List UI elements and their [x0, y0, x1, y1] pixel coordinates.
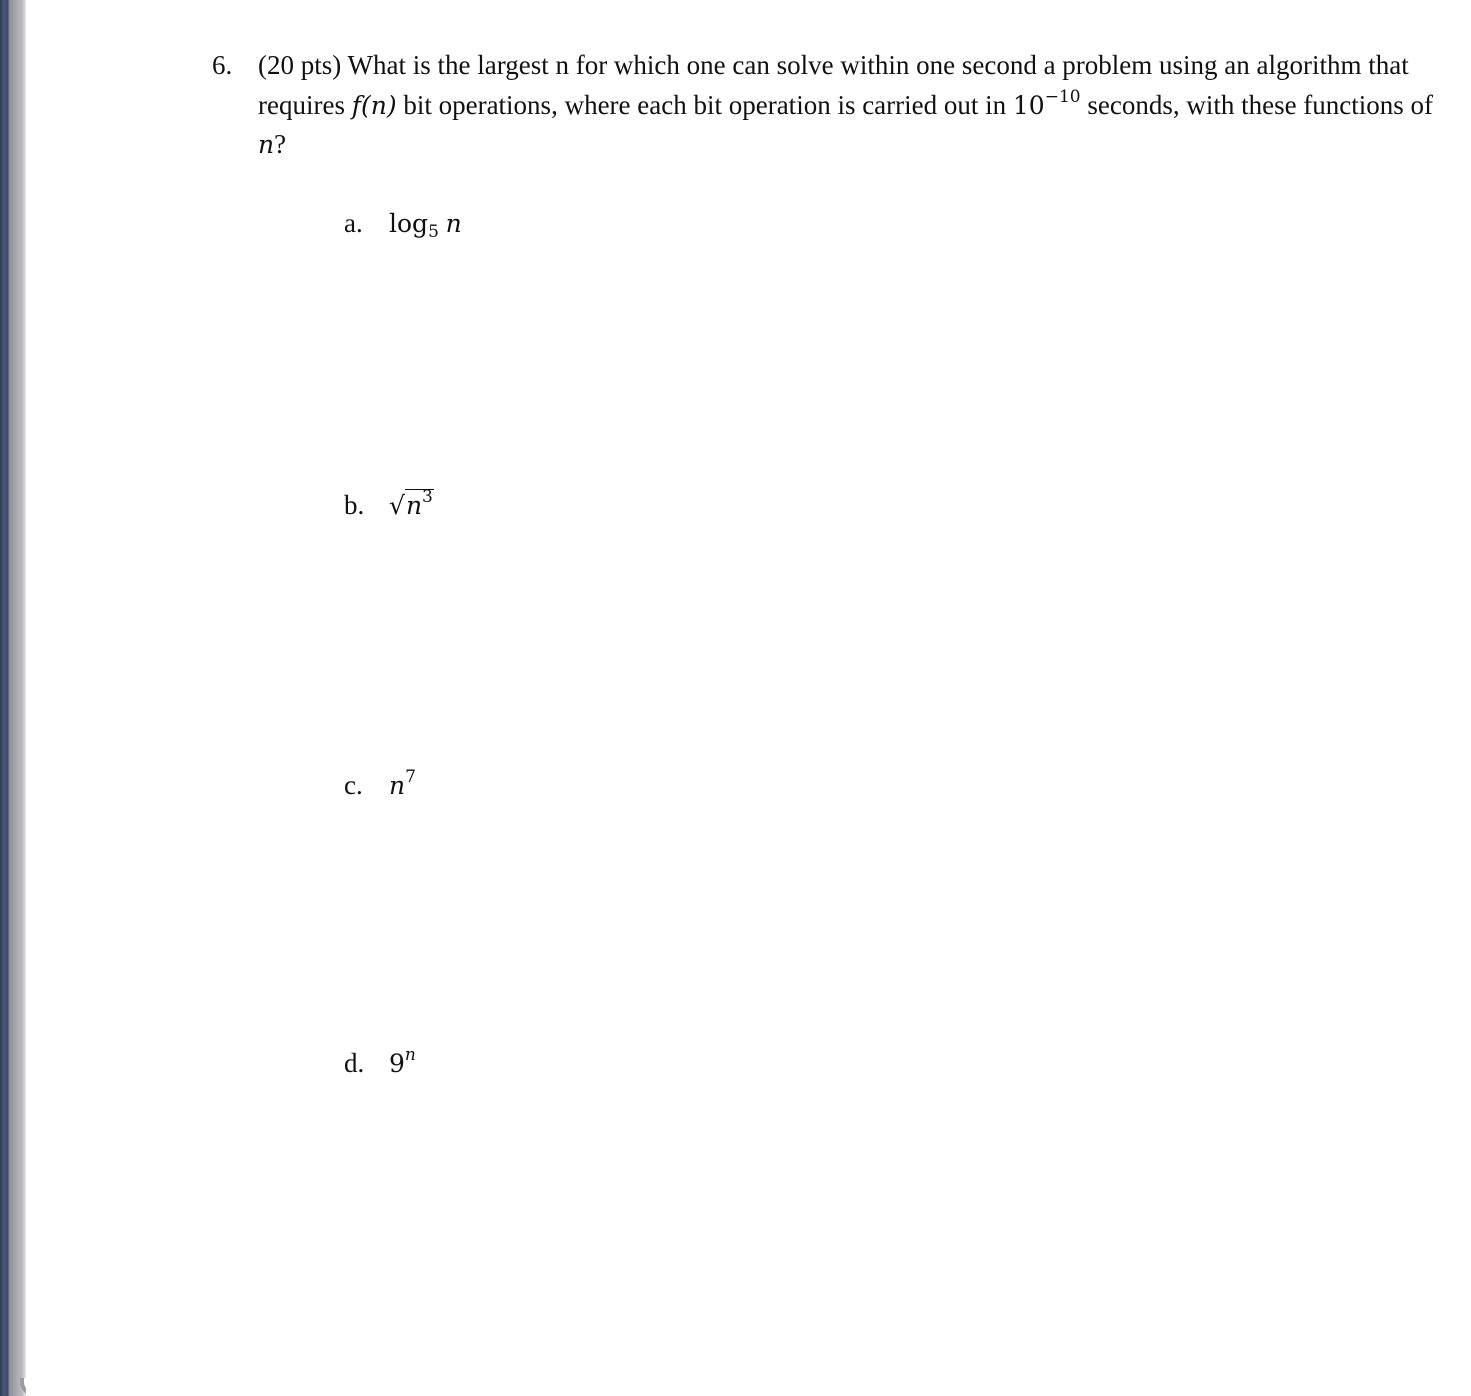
- option-c-variable: n: [389, 771, 406, 800]
- function-argument: (n): [360, 90, 397, 120]
- question-text-part1: (20 pts) What is the largest n for which one can solve within one second a problem using an algorithm that requires: [258, 50, 1409, 120]
- option-d-exponent: n: [404, 1045, 416, 1065]
- option-a-label: a.: [344, 208, 363, 238]
- option-a-log: log: [389, 209, 429, 238]
- option-b-exponent: 3: [422, 487, 433, 507]
- question-6: [212, 46, 1442, 165]
- radical-sign: √: [389, 491, 405, 520]
- option-b-label: b.: [344, 490, 365, 520]
- option-d: [344, 1045, 416, 1079]
- option-c-label: c.: [344, 770, 363, 800]
- option-a-log-base: 5: [428, 222, 439, 242]
- option-d-label: d.: [344, 1048, 365, 1078]
- power-base: 10: [1012, 90, 1045, 120]
- document-page: [26, 0, 1471, 1396]
- option-d-base: 9: [389, 1049, 405, 1078]
- option-c-exponent: 7: [405, 767, 416, 787]
- question-text-part2: bit operations, where each bit operation is carried out in: [396, 89, 1013, 120]
- option-b: [344, 487, 434, 521]
- function-symbol: f: [351, 90, 361, 120]
- option-a-variable: n: [445, 209, 462, 238]
- power-exponent: −10: [1044, 86, 1081, 107]
- window-left-border: [0, 0, 26, 1396]
- option-b-sqrt: [389, 487, 434, 521]
- radicand: [405, 489, 434, 521]
- variable-n: n: [258, 130, 275, 159]
- question-text-part3: seconds, with these functions of: [1080, 89, 1434, 120]
- option-c: [344, 767, 416, 801]
- option-a: [344, 208, 462, 242]
- question-text-part4: ?: [274, 129, 287, 159]
- option-b-variable: n: [405, 491, 423, 520]
- question-text: [258, 46, 1442, 165]
- question-number: 6.: [212, 50, 233, 80]
